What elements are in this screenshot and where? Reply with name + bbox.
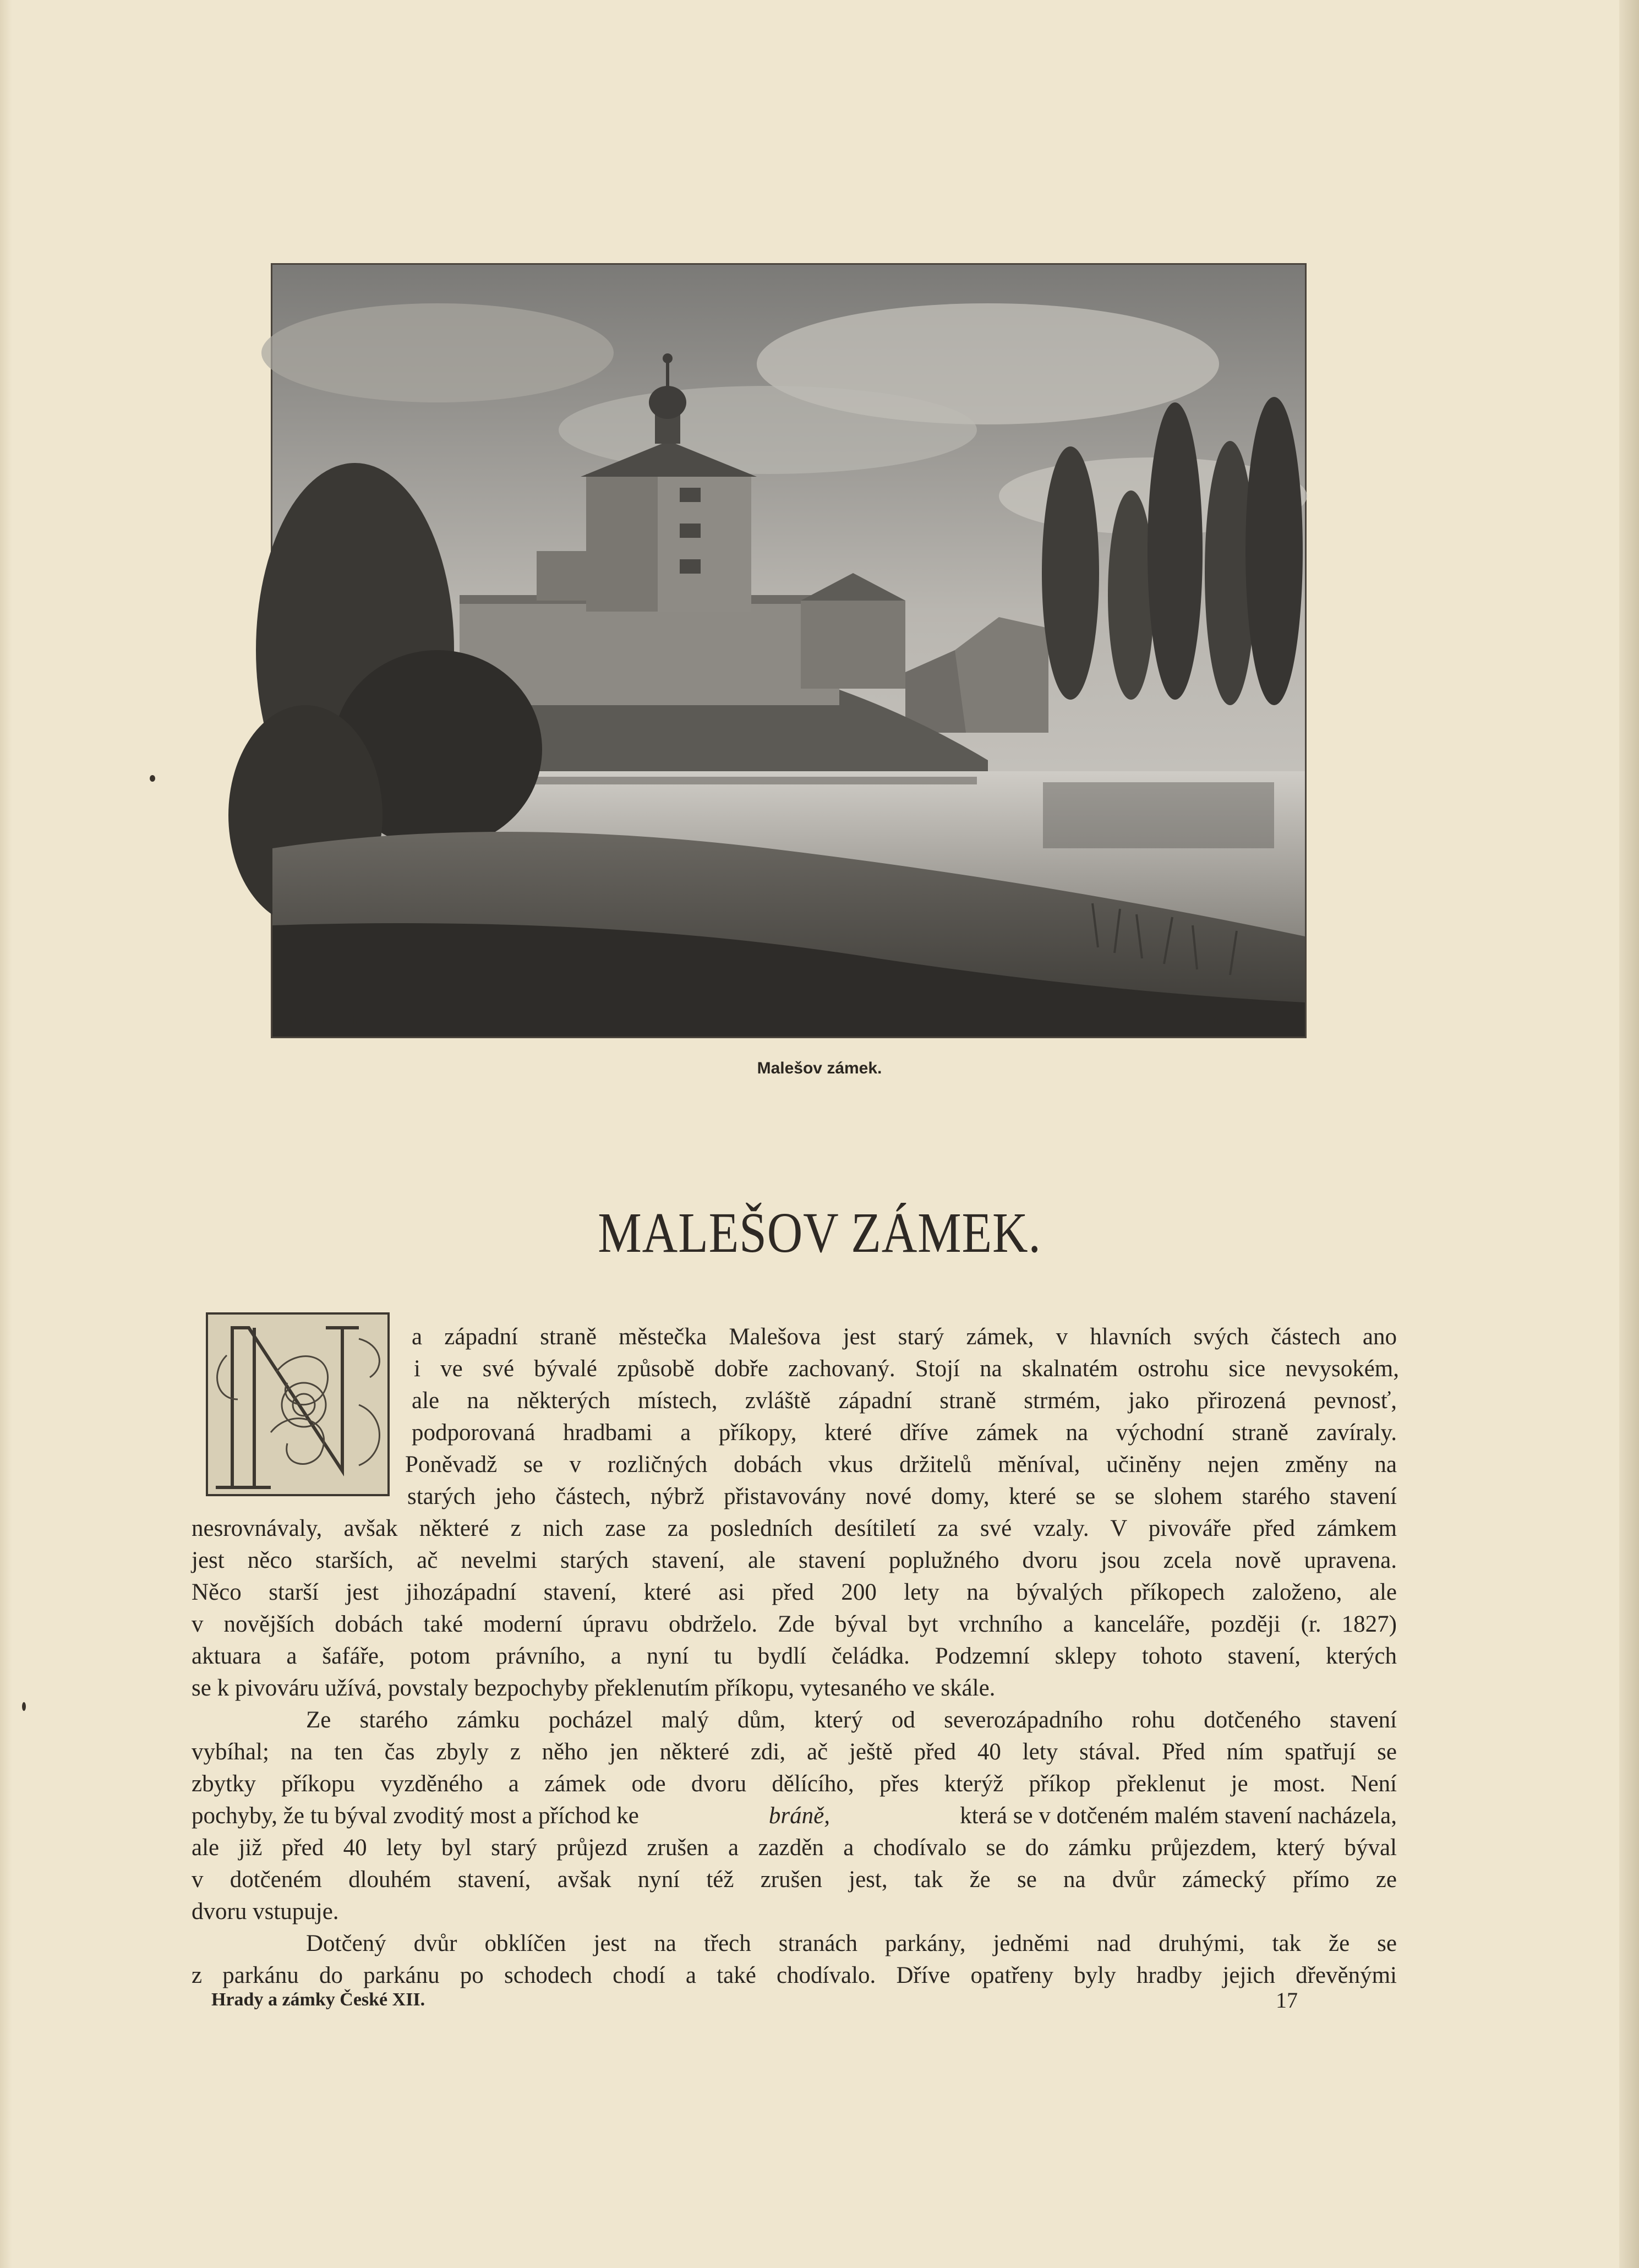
text-line: starých jeho částech, nýbrž přistavovány nové domy, které se se slohem starého stavení — [407, 1484, 1397, 1509]
text-line: se k pivováru užívá, povstaly bezpochyby překlenutím příkopu, vytesaného ve skále. — [192, 1675, 996, 1701]
text-line: vybíhal; na ten čas zbyly z něho jen některé zdi, ač ještě před 40 lety stával. Před ním spatřují se — [192, 1739, 1397, 1765]
ink-speck — [22, 1702, 26, 1711]
text-line: ale již před 40 lety byl starý průjezd zrušen a zazděn a chodívalo se do zámku průjezdem, který býval — [192, 1835, 1397, 1861]
ornamental-initial — [194, 1299, 403, 1504]
text-line: dvoru vstupuje. — [192, 1899, 339, 1924]
text-segment: pochyby, že tu býval zvoditý most a příchod ke — [192, 1803, 639, 1829]
artist-signature-left: R. Lauterbach — [289, 1013, 358, 1027]
text-line: v novějších dobách také moderní úpravu obdrželo. Zde býval byt vrchního a kanceláře, později (r. 1827) — [192, 1611, 1397, 1637]
footer-series-title: Hrady a zámky České XII. — [211, 1989, 425, 2010]
figure-caption: Malešov zámek. — [757, 1059, 882, 1077]
text-segment-italic: bráně, — [768, 1803, 830, 1829]
text-line: i ve své bývalé způsobě dobře zachovaný. Stojí na skalnatém ostrohu sice nevysokém, — [414, 1356, 1399, 1382]
castle-engraving — [272, 265, 1305, 1037]
initial-letter-n — [194, 1299, 403, 1504]
text-line: jest něco starších, ač nevelmi starých stavení, ale stavení poplužného dvoru jsou zcela nově upravena. — [192, 1547, 1397, 1573]
castle-illustration — [271, 263, 1307, 1038]
article-title: MALEŠOV ZÁMEK. — [598, 1201, 1041, 1264]
text-line: Něco starší jest jihozápadní stavení, které asi před 200 lety na bývalých příkopech založeno, ale — [192, 1579, 1397, 1605]
text-line: ale na některých místech, zvláště západní straně strmém, jako přirozená pevnosť, — [412, 1388, 1397, 1414]
text-line: Ze starého zámku pocházel malý dům, který od severozápadního rohu dotčeného stavení — [306, 1707, 1397, 1733]
text-line-mixed — [192, 1800, 1397, 1832]
text-line: podporovaná hradbami a příkopy, které dříve zámek na východní straně zavíraly. — [412, 1420, 1397, 1446]
page-edge-left — [0, 0, 12, 2268]
ink-speck — [150, 775, 155, 782]
text-line: zbytky příkopu vyzděného a zámek ode dvoru dělícího, přes kterýž příkop překlenut je most. Není — [192, 1771, 1397, 1797]
text-line: aktuara a šafáře, potom právního, a nyní tu bydlí čeládka. Podzemní sklepy tohoto stavení, kterých — [192, 1643, 1397, 1669]
footer-signature-mark: 17 — [1276, 1988, 1298, 2013]
text-line: a západní straně městečka Malešova jest starý zámek, v hlavních svých částech ano — [412, 1324, 1397, 1350]
text-segment: která se v dotčeném malém stavení nacházela, — [960, 1803, 1397, 1829]
artist-signature-right: Hugo Bar. Ch. — [1208, 1015, 1272, 1027]
text-line: Dotčený dvůr obklíčen jest na třech stranách parkány, jedněmi nad druhými, tak že se — [306, 1931, 1397, 1956]
initial-letter-text: N — [194, 1299, 200, 1308]
text-line: z parkánu do parkánu po schodech chodí a také chodívalo. Dříve opatřeny byly hradby jejich dřevěnými — [192, 1962, 1397, 1988]
page-edge-right — [1619, 0, 1639, 2268]
text-line: Poněvadž se v rozličných dobách vkus držitelů měníval, učiněny nejen změny na — [405, 1452, 1397, 1478]
text-line: nesrovnávaly, avšak některé z nich zase za posledních desítiletí za své vzaly. V pivováře před zámkem — [192, 1515, 1397, 1541]
text-line: v dotčeném dlouhém stavení, avšak nyní též zrušen jest, tak že se na dvůr zámecký přímo ze — [192, 1867, 1397, 1893]
